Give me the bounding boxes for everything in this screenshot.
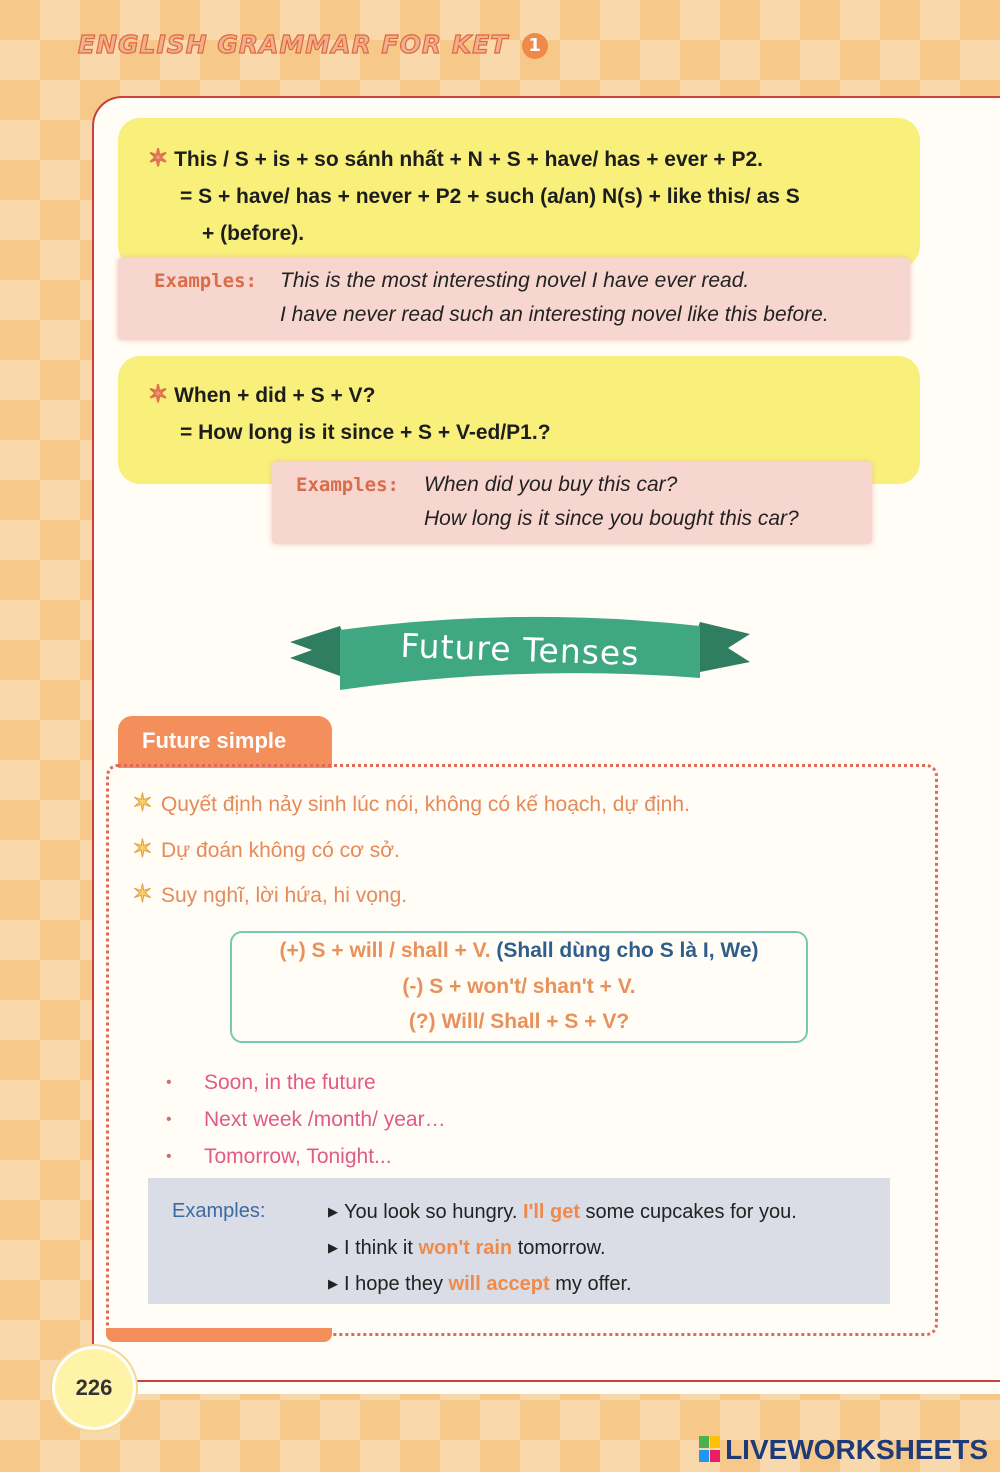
star-icon: ✶: [148, 381, 169, 408]
liveworksheets-logo-icon: [699, 1436, 721, 1464]
examples-label: Examples:: [172, 1200, 266, 1222]
examples-band: [272, 462, 872, 544]
signal-word: • Soon, in the future: [166, 1064, 446, 1101]
star-icon: ✶: [148, 145, 169, 172]
usage-text: Quyết định nảy sinh lúc nói, không có kế hoạch, dự định.: [160, 793, 690, 816]
formula-note: (Shall dùng cho S là I, We): [496, 939, 759, 962]
example-item: ▶ You look so hungry. I'll get some cupcakes for you.: [328, 1194, 797, 1230]
book-title: ENGLISH GRAMMAR FOR KET: [78, 30, 509, 59]
examples-band: [118, 258, 910, 340]
rule-line: = How long is it since + S + V-ed/P1.?: [180, 421, 551, 444]
usage-text: Suy nghĩ, lời hứa, hi vọng.: [160, 884, 408, 907]
usage-item: [132, 788, 690, 818]
example-item: ▶ I think it won't rain tomorrow.: [328, 1230, 797, 1266]
star-icon: ✶: [132, 789, 153, 817]
formula-box: [230, 931, 808, 1043]
example-sentence: How long is it since you bought this car?: [424, 507, 799, 530]
example-highlight: won't rain: [418, 1237, 513, 1259]
triangle-bullet-icon: ▶: [328, 1276, 338, 1291]
examples-label: Examples:: [296, 474, 399, 496]
bottom-rule: [134, 1380, 1000, 1382]
usage-text: Dự đoán không có cơ sở.: [160, 839, 400, 862]
example-sentence: This is the most interesting novel I have ever read.: [280, 269, 750, 292]
page-number: 226: [52, 1346, 136, 1430]
examples-panel: [148, 1178, 890, 1304]
formula-positive: (+) S + will / shall + V.: [279, 939, 491, 962]
book-header: [78, 30, 548, 59]
banner-title: Future Tenses: [399, 625, 641, 674]
watermark: [699, 1434, 988, 1466]
triangle-bullet-icon: ▶: [328, 1204, 338, 1219]
formula-question: (?) Will/ Shall + S + V?: [408, 1010, 630, 1033]
rule-box-superlative: [118, 118, 920, 268]
rule-line: + (before).: [202, 222, 305, 245]
star-icon: ✶: [132, 880, 153, 908]
section-banner: [290, 612, 750, 702]
rule-line: = S + have/ has + never + P2 + such (a/an) N(s) + like this/ as S: [180, 185, 800, 208]
usage-item: [132, 879, 407, 909]
watermark-text: LIVEWORKSHEETS: [725, 1434, 988, 1465]
example-highlight: I'll get: [523, 1201, 580, 1223]
signal-words-list: [166, 1064, 446, 1175]
triangle-bullet-icon: ▶: [328, 1240, 338, 1255]
rule-line: When + did + S + V?: [174, 384, 376, 407]
section-tab-future-simple: [118, 716, 332, 768]
signal-word: • Tomorrow, Tonight...: [166, 1138, 446, 1175]
bottom-strip: [106, 1328, 332, 1342]
signal-word: • Next week /month/ year…: [166, 1101, 446, 1138]
example-item: ▶ I hope they will accept my offer.: [328, 1266, 797, 1302]
volume-badge: 1: [522, 33, 548, 59]
tab-label: Future simple: [142, 728, 287, 753]
example-sentence: I have never read such an interesting novel like this before.: [280, 303, 829, 326]
formula-negative: (-) S + won't/ shan't + V.: [402, 975, 636, 998]
examples-label: Examples:: [154, 270, 257, 292]
star-icon: ✶: [132, 835, 153, 863]
rule-line: This / S + is + so sánh nhất + N + S + have/ has + ever + P2.: [174, 148, 763, 171]
example-highlight: will accept: [448, 1273, 550, 1295]
example-sentence: When did you buy this car?: [424, 473, 678, 496]
usage-item: [132, 834, 400, 864]
